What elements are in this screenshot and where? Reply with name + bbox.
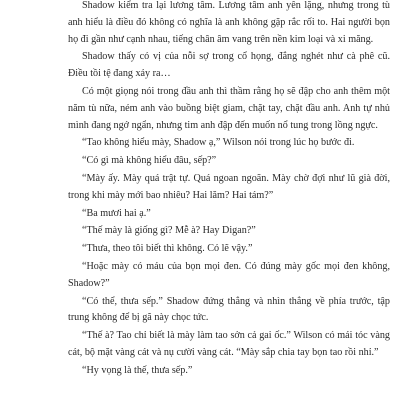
dialogue-paragraph: “Mày ấy. Mày quá trật tự. Quá ngoan ngoãn. Mày chờ đợi như lũ già đời, trong khi mày mới bao nhiêu? Hai lăm? Hai tám?”: [68, 172, 390, 201]
paragraph: “Thế à? Tao chỉ biết là mày làm tao sởn cả gai ốc.” Wilson có mái tóc vàng cát, bộ mặt vàng cát và nụ cười vàng cát. “Mày sắp chia tay bọn tao rồi nhỉ.”: [68, 330, 390, 358]
dialogue-paragraph: “Thế mày là giống gì? Mễ à? Hay Digan?”: [82, 225, 256, 237]
book-page: [68, 0, 390, 380]
paragraph-3: Có một giọng nói trong đầu anh thì thầm rằng họ sẽ đập cho anh thêm một năm tù nữa, ném anh vào buồng biệt giam, chặt tay, chặt đầu anh. Anh tự nhủ mình đang ngớ ngẩn, nhưng tim anh đập đến muốn nổ tung trong lồng ngực.: [68, 85, 390, 131]
dialogue-paragraph: “Hoặc mày có máu của bọn mọi đen. Có đúng mày gốc mọi đen không, Shadow?”: [68, 260, 390, 289]
paragraph-1: Shadow kiểm tra lại lương tâm. Lương tâm anh yên lặng, nhưng trong tù anh hiểu là điều đó không có nghĩa là anh không gặp rắc rối to. Hai người bọn họ đi gần như cạnh nhau, tiếng chân âm vang trên nền kim loại và xi măng.: [68, 0, 390, 45]
dialogue-paragraph: “Ba mươi hai ạ.”: [82, 207, 151, 219]
dialogue-paragraph: “Thưa, theo tôi biết thì không. Có lẽ vậy.”: [82, 243, 253, 255]
dialogue-paragraph: “Hy vọng là thế, thưa sếp.”: [82, 364, 193, 376]
dialogue-paragraph: “Tao không hiểu mày, Shadow ạ,” Wilson nói trong lúc họ bước đi.: [82, 137, 355, 149]
paragraph-2: Shadow thấy có vị của nỗi sợ trong cổ họng, đắng nghét như cà phê cũ. Điều tồi tệ đang xảy ra…: [68, 51, 390, 80]
paragraph: “Có thể, thưa sếp.” Shadow đứng thẳng và nhìn thẳng về phía trước, tập trung không để bị gã này chọc tức.: [68, 295, 390, 324]
dialogue-paragraph: “Có gì mà không hiểu đâu, sếp?”: [82, 155, 217, 167]
